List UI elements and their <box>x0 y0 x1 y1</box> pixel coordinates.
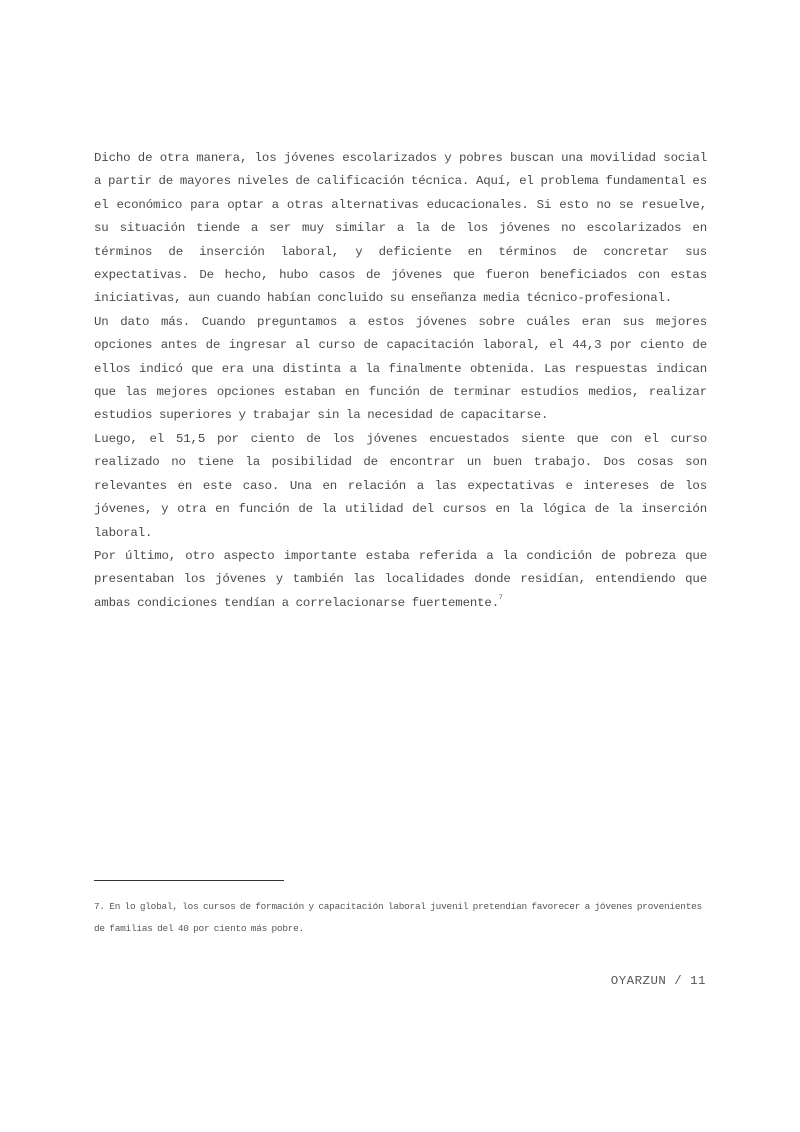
footnote-separator <box>94 880 284 881</box>
paragraph-4-text: Por último, otro aspecto importante estaba referida a la condición de pobreza que presentaban los jóvenes y también las localidades donde residían, entendiendo que ambas condiciones tendían a correlacionarse fuertemente. <box>94 548 707 610</box>
page-footer: OYARZUN / 11 <box>610 974 706 988</box>
paragraph-2: Un dato más. Cuando preguntamos a estos jóvenes sobre cuáles eran sus mejores opciones antes de ingresar al curso de capacitación laboral, el 44,3 por ciento de ellos indicó que era una distinta a la finalmente obtenida. Las respuestas indican que las mejores opciones estaban en función de terminar estudios medios, realizar estudios superiores y trabajar sin la necesidad de capacitarse. <box>94 314 707 423</box>
paragraph-1: Dicho de otra manera, los jóvenes escolarizados y pobres buscan una movilidad social a partir de mayores niveles de calificación técnica. Aquí, el problema fundamental es el económico para optar a otras alternativas educacionales. Si esto no se resuelve, su situación tiende a ser muy similar a la de los jóvenes no escolarizados en términos de inserción laboral, y deficiente en términos de concretar sus expectativas. De hecho, hubo casos de jóvenes que fueron beneficiados con estas iniciativas, aun cuando habían concluido su enseñanza media técnico-profesional. <box>94 151 707 306</box>
paragraph-4 <box>94 545 707 615</box>
footnote-reference: 7 <box>499 593 503 601</box>
paragraph-3: Luego, el 51,5 por ciento de los jóvenes encuestados siente que con el curso realizado no tiene la posibilidad de encontrar un buen trabajo. Dos cosas son relevantes en este caso. Una en relación a las expectativas e intereses de los jóvenes, y otra en función de la utilidad del cursos en la lógica de la inserción laboral. <box>94 431 707 540</box>
body-text <box>94 147 707 615</box>
footnote: 7. En lo global, los cursos de formación y capacitación laboral juvenil pretendían favorecer a jóvenes provenientes de familias del 40 por ciento más pobre. <box>94 901 702 934</box>
